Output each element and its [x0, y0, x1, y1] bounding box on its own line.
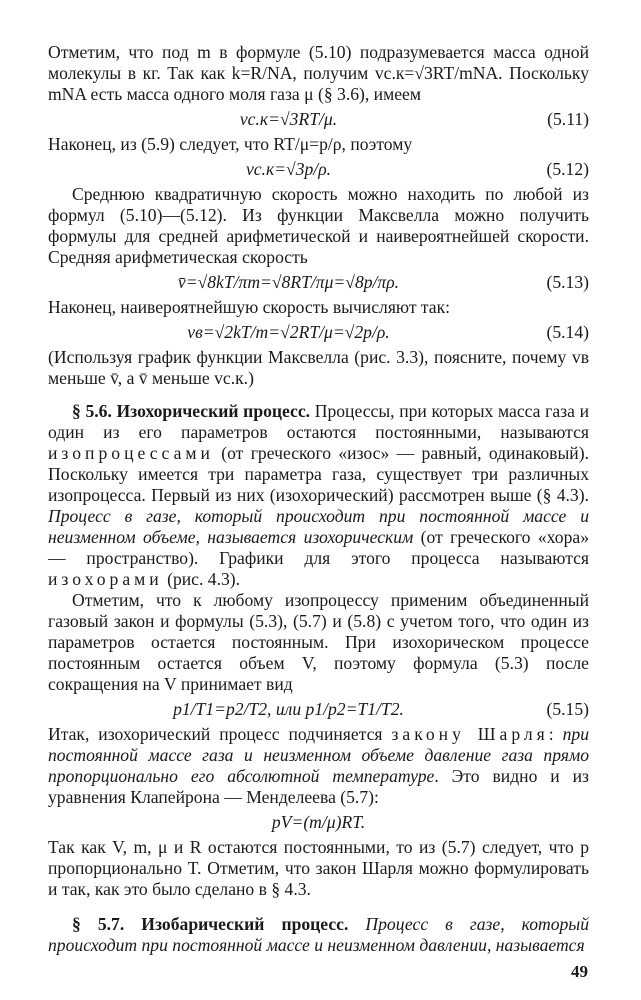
page-number: 49 [571, 962, 588, 981]
spaced-term: изопроцессами [48, 443, 214, 463]
section-5-6 [48, 401, 589, 590]
text: (рис. 4.3). [162, 569, 241, 589]
equation-number: (5.11) [547, 109, 589, 129]
text: (от греческого «изос» — равный, одинаковый). Поскольку имеется три параметра газа, существует три различных изопроцесса. Первый из них (изохорический) рассмотрен выше (§ 4.3). [48, 443, 589, 505]
paragraph-question: (Используя график функции Максвелла (рис. 3.3), поясните, почему vв меньше v̄, а v̄ меньше vс.к.) [48, 347, 589, 388]
formula: vс.к=√3RT/μ. [239, 109, 338, 129]
section-heading: § 5.7. Изобарический процесс. [72, 914, 349, 934]
equation-number: (5.13) [546, 272, 589, 292]
equation-number: (5.14) [546, 322, 589, 342]
paragraph-text: Наконец, из (5.9) следует, что RT/μ=p/ρ, поэтому [48, 134, 413, 154]
equation-5-15 [48, 695, 589, 724]
text: (от греческого «хора» — пространство). Графики для этого процесса называются [48, 527, 589, 568]
equation-number: (5.12) [546, 159, 589, 179]
paragraph-intro: Отметим, что под m в формуле (5.10) подразумевается масса одной молекулы в кг. Так как k=R/NA, получим vс.к=√3RT/mNA. Поскольку mNA есть масса одного моля газа μ (§ 3.6), имеем [48, 42, 589, 104]
text: Процессы, при которых масса газа и один из его параметров остаются постоянными, называются [48, 401, 589, 442]
paragraph-text: Среднюю квадратичную скорость можно находить по любой из формул (5.10)—(5.12). Из функции Максвелла можно получить формулы для средней арифметической и наивероятнейшей скорости. Средняя арифметическая скорость [48, 184, 589, 267]
section-5-7 [48, 914, 589, 956]
italic-definition: Процесс в газе, который происходит при постоянной массе и неизменном давлении, называется [48, 914, 590, 955]
formula: p1/T1=p2/T2, или p1/p2=T1/T2. [173, 699, 404, 719]
text: Итак, изохорический процесс подчиняется [48, 724, 392, 744]
equation-clapeyron [48, 808, 589, 837]
formula: vв=√2kT/m=√2RT/μ=√2p/ρ. [187, 322, 390, 342]
italic-definition: при постоянной массе газа и неизменном объеме давление газа прямо пропорционально его абсолютной температуре [48, 724, 589, 786]
paragraph-text: Так как V, m, μ и R остаются постоянными, то из (5.7) следует, что p пропорционально T. Отметим, что закон Шарля можно формулировать и так, как это было сделано в § 4.3. [48, 837, 589, 899]
formula: vс.к=√3p/ρ. [245, 159, 332, 179]
equation-5-11 [48, 105, 589, 134]
italic-definition: Процесс в газе, который происходит при постоянной массе и неизменном объеме, называется изохорическим [48, 506, 589, 547]
equation-5-14 [48, 318, 589, 347]
spaced-term: изохорами [48, 569, 163, 589]
formula: v̄=√8kT/πm=√8RT/πμ=√8p/πρ. [177, 272, 400, 292]
page-body [48, 42, 589, 956]
equation-number: (5.15) [546, 699, 589, 719]
equation-5-13 [48, 268, 589, 297]
text: : [548, 724, 563, 744]
section-heading: § 5.6. Изохорический процесс. [72, 401, 311, 421]
paragraph-text: Наконец, наивероятнейшую скорость вычисляют так: [48, 297, 451, 317]
spaced-term: закону Шарля [391, 724, 549, 744]
equation-5-12 [48, 155, 589, 184]
formula: pV=(m/μ)RT. [271, 812, 366, 832]
paragraph-text: Отметим, что к любому изопроцессу применим объединенный газовый закон и формулы (5.3), (5.7) и (5.8) с учетом того, что один из параметров остается постоянным. При изохорическом процессе постоянным остается объем V, поэтому формула (5.3) после сокращения на V принимает вид [48, 590, 589, 694]
paragraph-charles-law [48, 724, 589, 808]
text: . Это видно и из уравнения Клапейрона — Менделеева (5.7): [48, 766, 590, 807]
